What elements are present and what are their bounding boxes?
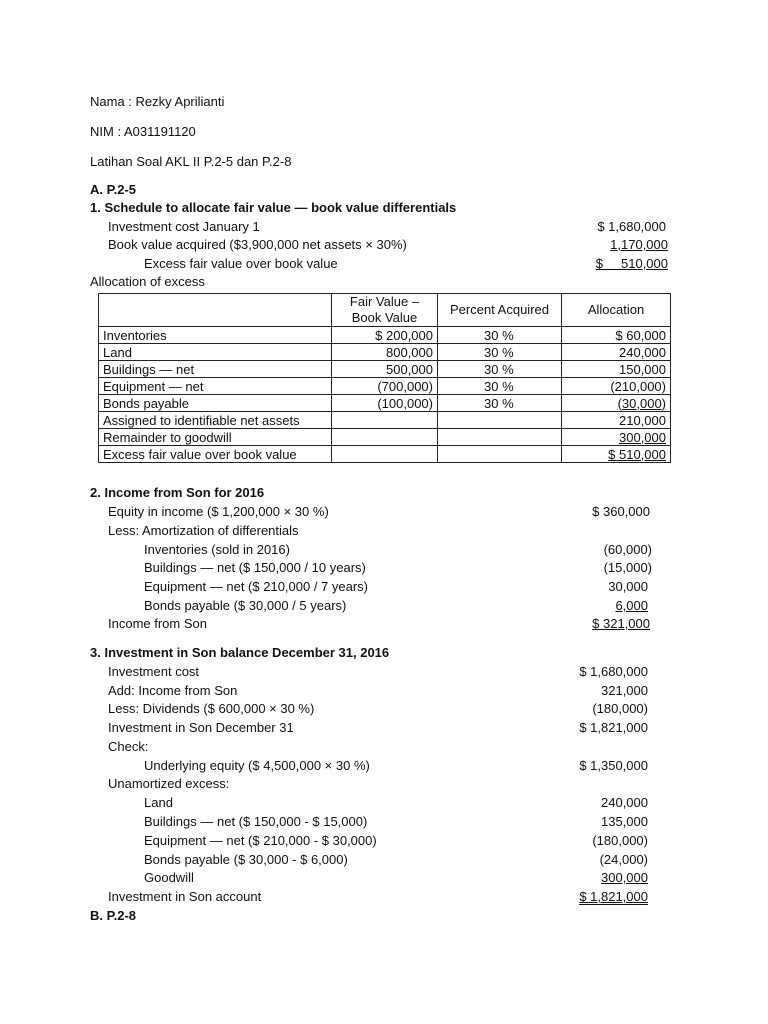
table-cell: Buildings — net <box>99 361 332 378</box>
part3-row-label: Investment in Son account <box>108 889 262 904</box>
student-name: Nama : Rezky Aprilianti <box>90 94 225 109</box>
table-cell: $ 200,000 <box>332 327 438 344</box>
table-row <box>99 412 671 429</box>
table-row <box>99 361 671 378</box>
part2-row-value: 30,000 <box>608 579 648 594</box>
part3-row-value: $ 1,350,000 <box>579 758 648 773</box>
part1-row-value: $ 510,000 <box>595 256 668 271</box>
part3-row-value: 300,000 <box>601 870 648 885</box>
table-cell: Land <box>99 344 332 361</box>
part3-row-label: Unamortized excess: <box>108 776 230 791</box>
table-row <box>99 446 671 463</box>
part3-row-value: 135,000 <box>601 814 648 829</box>
part3-row-value: (180,000) <box>592 833 648 848</box>
table-cell <box>332 412 438 429</box>
table-cell <box>438 446 562 463</box>
part2-row-value: 6,000 <box>615 598 648 613</box>
table-cell: 300,000 <box>562 429 671 446</box>
part3-row-value: 240,000 <box>601 795 648 810</box>
part3-row-value: $ 1,680,000 <box>579 664 648 679</box>
part3-row-value: (180,000) <box>592 701 648 716</box>
table-cell: Remainder to goodwill <box>99 429 332 446</box>
table-cell: 30 % <box>438 327 562 344</box>
part3-row-label: Add: Income from Son <box>108 683 238 698</box>
table-cell <box>332 446 438 463</box>
document-title: Latihan Soal AKL II P.2-5 dan P.2-8 <box>90 154 292 169</box>
table-cell: (700,000) <box>332 378 438 395</box>
part3-row-value: 321,000 <box>601 683 648 698</box>
table-row <box>99 327 671 344</box>
part3-row-label: Investment cost <box>108 664 200 679</box>
table-row <box>99 378 671 395</box>
section-a-label: A. P.2-5 <box>90 182 137 197</box>
part3-row-label: Underlying equity ($ 4,500,000 × 30 %) <box>144 758 370 773</box>
table-cell: 30 % <box>438 395 562 412</box>
table-header-cell: Allocation <box>562 294 671 327</box>
table-cell: 210,000 <box>562 412 671 429</box>
table-header-cell: Percent Acquired <box>438 294 562 327</box>
part2-row-label: Income from Son <box>108 616 207 631</box>
part3-row-label: Equipment — net ($ 210,000 - $ 30,000) <box>144 833 377 848</box>
part3-row-label: Investment in Son December 31 <box>108 720 294 735</box>
table-cell: (210,000) <box>562 378 671 395</box>
part1-row-value: $ 1,680,000 <box>597 219 666 234</box>
section-b-label: B. P.2-8 <box>90 908 137 923</box>
table-cell: 150,000 <box>562 361 671 378</box>
table-cell: 30 % <box>438 378 562 395</box>
table-cell: 240,000 <box>562 344 671 361</box>
table-row <box>99 344 671 361</box>
allocation-title: Allocation of excess <box>90 274 205 289</box>
part3-row-label: Land <box>144 795 173 810</box>
part2-row-label: Less: Amortization of differentials <box>108 523 299 538</box>
part2-row-value: (60,000) <box>603 542 652 557</box>
table-cell: Bonds payable <box>99 395 332 412</box>
part2-row-label: Buildings — net ($ 150,000 / 10 years) <box>144 560 366 575</box>
table-row <box>99 429 671 446</box>
part3-row-label: Bonds payable ($ 30,000 - $ 6,000) <box>144 852 348 867</box>
part1-heading: 1. Schedule to allocate fair value — book value differentials <box>90 200 457 215</box>
part2-row-label: Inventories (sold in 2016) <box>144 542 290 557</box>
part1-row-value: 1,170,000 <box>610 237 668 252</box>
part1-row-label: Book value acquired ($3,900,000 net assets × 30%) <box>108 237 407 252</box>
table-cell: (100,000) <box>332 395 438 412</box>
allocation-table <box>98 293 671 463</box>
part2-row-value: $ 360,000 <box>592 504 650 519</box>
part3-row-label: Buildings — net ($ 150,000 - $ 15,000) <box>144 814 368 829</box>
part2-row-value: (15,000) <box>603 560 652 575</box>
table-cell: (30,000) <box>562 395 671 412</box>
part3-row-value: $ 1,821,000 <box>579 889 648 904</box>
table-cell: 30 % <box>438 344 562 361</box>
table-cell: $ 60,000 <box>562 327 671 344</box>
table-row <box>99 395 671 412</box>
table-cell <box>438 429 562 446</box>
table-cell: 800,000 <box>332 344 438 361</box>
part2-row-label: Equity in income ($ 1,200,000 × 30 %) <box>108 504 329 519</box>
table-header-row <box>99 294 671 327</box>
part3-row-value: $ 1,821,000 <box>579 720 648 735</box>
part3-row-label: Check: <box>108 739 149 754</box>
table-header-cell <box>99 294 332 327</box>
student-nim: NIM : A031191120 <box>90 124 196 139</box>
part2-row-value: $ 321,000 <box>592 616 650 631</box>
part2-heading: 2. Income from Son for 2016 <box>90 485 265 500</box>
table-cell <box>332 429 438 446</box>
table-cell: $ 510,000 <box>562 446 671 463</box>
part1-row-label: Excess fair value over book value <box>144 256 338 271</box>
part3-heading: 3. Investment in Son balance December 31, 2016 <box>90 645 390 660</box>
table-cell: Excess fair value over book value <box>99 446 332 463</box>
part3-row-label: Goodwill <box>144 870 194 885</box>
table-cell: 30 % <box>438 361 562 378</box>
table-cell: 500,000 <box>332 361 438 378</box>
part2-row-label: Bonds payable ($ 30,000 / 5 years) <box>144 598 347 613</box>
part3-row-label: Less: Dividends ($ 600,000 × 30 %) <box>108 701 315 716</box>
part3-row-value: (24,000) <box>599 852 648 867</box>
table-header-cell: Fair Value – Book Value <box>332 294 438 327</box>
table-cell: Assigned to identifiable net assets <box>99 412 332 429</box>
table-cell: Inventories <box>99 327 332 344</box>
table-cell: Equipment — net <box>99 378 332 395</box>
table-cell <box>438 412 562 429</box>
part2-row-label: Equipment — net ($ 210,000 / 7 years) <box>144 579 369 594</box>
part1-row-label: Investment cost January 1 <box>108 219 260 234</box>
